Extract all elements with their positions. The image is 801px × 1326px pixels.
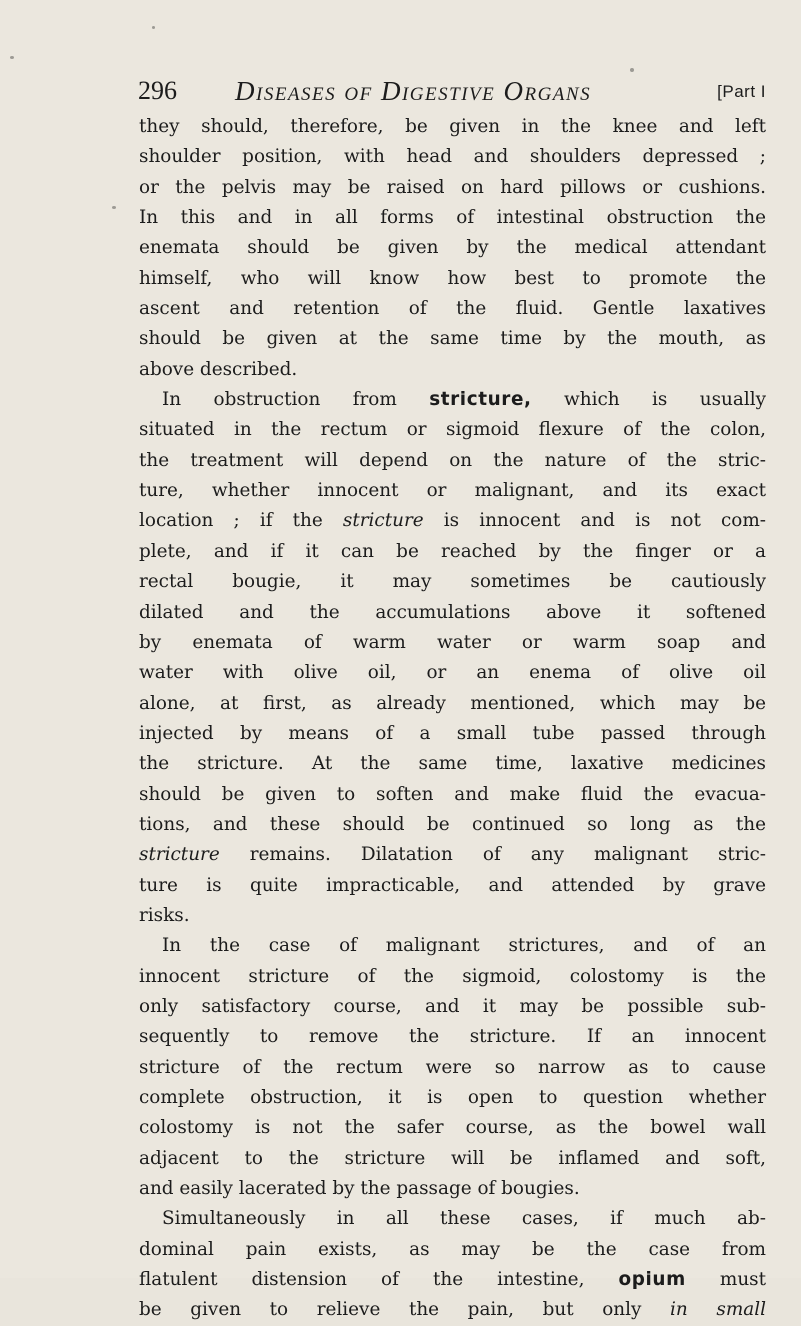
text-line: adjacent to the stricture will be inflamed and soft,	[139, 1147, 766, 1169]
text-line: situated in the rectum or sigmoid flexure of the colon,	[139, 419, 766, 441]
italic-term: stricture	[342, 510, 424, 532]
text-line: risks.	[139, 904, 190, 926]
text-line: complete obstruction, it is open to question whether	[139, 1087, 766, 1108]
running-title: Diseases of Digestive Organs	[235, 76, 592, 106]
text-line: they should, therefore, be given in the knee and left	[139, 116, 766, 137]
text-line: by enemata of warm water or warm soap and	[139, 631, 766, 653]
text-line: stricture of the rectum were so narrow as to cause	[139, 1056, 766, 1078]
bold-term-stricture: stricture,	[429, 389, 532, 411]
page-number: 296	[138, 76, 177, 105]
text-line: stricture remains. Dilatation of any malignant stric-	[139, 844, 766, 866]
speck-mark	[152, 26, 155, 29]
text-line: the stricture. At the same time, laxative medicines	[139, 753, 766, 775]
text-line: enemata should be given by the medical attendant	[139, 237, 766, 259]
text-line: or the pelvis may be raised on hard pillows or cushions.	[139, 176, 766, 198]
text-line: dominal pain exists, as may be the case from	[139, 1238, 766, 1260]
speck-mark	[112, 206, 116, 209]
text-line: ascent and retention of the fluid. Gentle laxatives	[139, 298, 766, 320]
page-header	[138, 76, 766, 110]
text-line: water with olive oil, or an enema of olive oil	[139, 662, 766, 684]
text-line: plete, and if it can be reached by the finger or a	[139, 540, 766, 562]
text-line: only satisfactory course, and it may be possible sub-	[139, 995, 766, 1017]
speck-mark	[630, 68, 634, 72]
part-label: [Part I	[717, 82, 766, 101]
text-line: the treatment will depend on the nature of the stric-	[139, 449, 766, 471]
text-line: should be given to soften and make fluid the evacua-	[139, 783, 766, 805]
text-line: and easily lacerated by the passage of bougies.	[139, 1178, 580, 1200]
text-line: shoulder position, with head and shoulders depressed ;	[139, 146, 766, 168]
text-line: alone, at first, as already mentioned, which may be	[139, 692, 766, 714]
text-line: injected by means of a small tube passed through	[139, 722, 766, 744]
bold-term-opium: opium	[618, 1269, 686, 1291]
text-line: above described.	[139, 358, 298, 380]
text-line: tions, and these should be continued so long as the	[139, 813, 766, 835]
italic-term: in small	[670, 1299, 766, 1321]
text-line: be given to relieve the pain, but only in small	[139, 1299, 766, 1321]
text-line: In obstruction from stricture, which is usually	[162, 389, 766, 411]
text-line: In this and in all forms of intestinal obstruction the	[139, 207, 766, 229]
text-line: should be given at the same time by the mouth, as	[139, 328, 766, 350]
text-line: colostomy is not the safer course, as the bowel wall	[139, 1117, 766, 1139]
text-line: In the case of malignant strictures, and of an	[162, 935, 766, 957]
text-line: flatulent distension of the intestine, opium must	[139, 1269, 766, 1291]
text-line: himself, who will know how best to promote the	[139, 267, 766, 289]
text-line: ture, whether innocent or malignant, and its exact	[139, 480, 766, 502]
text-line: innocent stricture of the sigmoid, colostomy is the	[139, 965, 766, 987]
text-line: sequently to remove the stricture. If an innocent	[139, 1026, 766, 1048]
text-line: rectal bougie, it may sometimes be cautiously	[139, 571, 766, 593]
speck-mark	[10, 56, 14, 59]
text-line: Simultaneously in all these cases, if much ab-	[162, 1208, 766, 1230]
body-text	[139, 112, 766, 1326]
text-line: location ; if the stricture is innocent and is not com-	[139, 510, 766, 532]
italic-term: stricture	[139, 844, 220, 866]
text-line: ture is quite impracticable, and attended by grave	[139, 874, 766, 896]
text-line: dilated and the accumulations above it softened	[139, 601, 766, 623]
